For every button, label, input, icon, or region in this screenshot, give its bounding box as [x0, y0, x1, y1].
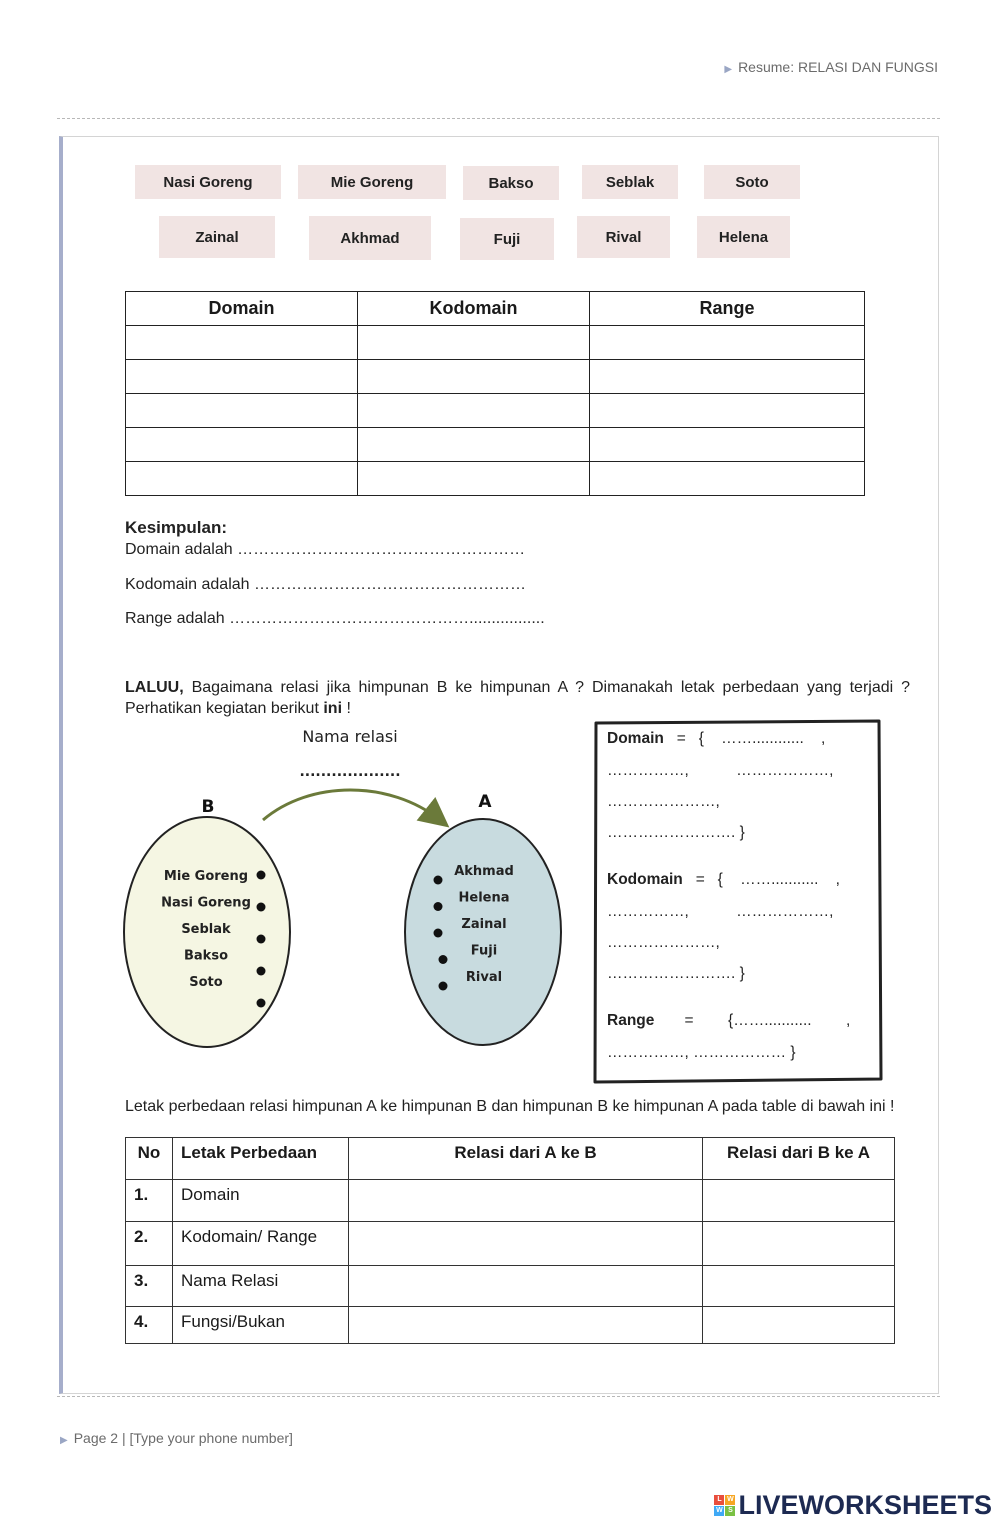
answer-cell[interactable]	[703, 1307, 895, 1344]
laluu-bold-end: ini	[323, 700, 343, 717]
drop-cell[interactable]	[590, 428, 865, 462]
chip-food[interactable]: Soto	[704, 165, 800, 199]
box-domain-line2: ……………, ………………,	[607, 762, 834, 779]
triangle-bullet-icon: ▶	[60, 1435, 68, 1446]
set-b-point[interactable]	[257, 999, 266, 1008]
letak-instruction: Letak perbedaan relasi himpunan A ke himpunan B dan himpunan B ke himpunan A pada table di bawah ini !	[125, 1098, 895, 1115]
box-domain-values: = { ……............ ,	[663, 730, 826, 747]
table-row	[126, 1307, 895, 1344]
footer-divider	[57, 1396, 940, 1397]
box-kodomain-label: Kodomain	[607, 871, 683, 888]
chip-food[interactable]: Nasi Goreng	[135, 165, 281, 199]
row-item: Nama Relasi	[173, 1266, 349, 1307]
row-item: Kodomain/ Range	[173, 1222, 349, 1266]
footer-text: Page 2 | [Type your phone number]	[73, 1430, 293, 1446]
drop-cell[interactable]	[358, 326, 590, 360]
chip-name[interactable]: Zainal	[159, 216, 275, 258]
drop-cell[interactable]	[358, 428, 590, 462]
set-a-point[interactable]	[439, 982, 448, 991]
triangle-bullet-icon: ▶	[724, 64, 733, 75]
set-b-item: Soto	[189, 975, 223, 990]
drop-cell[interactable]	[126, 360, 358, 394]
answer-cell[interactable]	[349, 1222, 703, 1266]
liveworksheets-logo	[714, 1490, 992, 1521]
page-footer	[60, 1430, 293, 1446]
drop-cell[interactable]	[358, 360, 590, 394]
kesimpulan-range: Range adalah ……………………………………….................	[125, 610, 545, 627]
set-a-item: Akhmad	[454, 864, 514, 879]
chip-name[interactable]: Fuji	[460, 218, 554, 260]
table-row	[126, 428, 865, 462]
set-b-point[interactable]	[257, 871, 266, 880]
table-header-letak: Letak Perbedaan	[173, 1138, 349, 1180]
drop-cell[interactable]	[590, 326, 865, 360]
answer-cell[interactable]	[703, 1180, 895, 1222]
row-number: 4.	[126, 1307, 173, 1344]
table-header-domain: Domain	[126, 292, 358, 326]
box-kodomain-line3: …………………,	[607, 934, 720, 951]
set-b-item: Mie Goreng	[163, 869, 249, 884]
box-kodomain-line4: ……………………. }	[607, 965, 745, 982]
drop-cell[interactable]	[126, 326, 358, 360]
set-a-item: Helena	[458, 890, 510, 906]
kesimpulan-title: Kesimpulan:	[125, 518, 228, 537]
table-row	[126, 462, 865, 496]
box-kodomain-values: = { ……........... ,	[682, 871, 840, 888]
logo-grid-icon: L W W S	[716, 1496, 734, 1514]
set-a-point[interactable]	[439, 955, 448, 964]
set-a-label: A	[478, 792, 492, 812]
table-header-b-ke-a: Relasi dari B ke A	[703, 1138, 895, 1180]
box-kodomain-line1	[607, 871, 840, 889]
answer-cell[interactable]	[349, 1180, 703, 1222]
answer-cell[interactable]	[703, 1266, 895, 1307]
laluu-text: Bagaimana relasi jika himpunan B ke himpunan A ? Dimanakah letak perbedaan yang terjadi ? Perhatikan kegiatan berikut	[125, 679, 910, 717]
box-domain-line1	[607, 730, 825, 748]
relation-arrow	[263, 790, 440, 820]
row-item: Domain	[173, 1180, 349, 1222]
box-range-label: Range	[607, 1012, 655, 1029]
set-b-item: Nasi Goreng	[161, 895, 251, 911]
logo-text: LIVEWORKSHEETS	[738, 1490, 992, 1520]
row-item: Fungsi/Bukan	[173, 1307, 349, 1344]
laluu-end: !	[342, 700, 351, 717]
drop-cell[interactable]	[358, 462, 590, 496]
chip-food[interactable]: Seblak	[582, 165, 678, 199]
table-row	[126, 326, 865, 360]
set-a-item: Zainal	[461, 917, 507, 932]
table-header-range: Range	[590, 292, 865, 326]
box-range-line1	[607, 1012, 850, 1030]
laluu-paragraph	[125, 677, 910, 719]
table-header-kodomain: Kodomain	[358, 292, 590, 326]
header-divider	[57, 118, 940, 119]
chip-name[interactable]: Akhmad	[309, 216, 431, 260]
drop-cell[interactable]	[590, 394, 865, 428]
answer-cell[interactable]	[349, 1307, 703, 1344]
kesimpulan-kodomain: Kodomain adalah ……………………………………………	[125, 576, 526, 593]
box-range-values: = {……........... ,	[654, 1012, 851, 1029]
set-b-point[interactable]	[257, 967, 266, 976]
drop-cell[interactable]	[590, 360, 865, 394]
table-row	[126, 1180, 895, 1222]
chip-name[interactable]: Helena	[697, 216, 790, 258]
table-row	[126, 1222, 895, 1266]
set-a-point[interactable]	[434, 876, 443, 885]
chip-name[interactable]: Rival	[577, 216, 670, 258]
box-kodomain-line2: ……………, ………………,	[607, 903, 834, 920]
relation-name-label: Nama relasi	[302, 727, 398, 746]
page-header	[724, 59, 938, 75]
header-title: Resume: RELASI DAN FUNGSI	[738, 59, 938, 75]
row-number: 3.	[126, 1266, 173, 1307]
set-a-point[interactable]	[434, 929, 443, 938]
drop-cell[interactable]	[126, 428, 358, 462]
drop-cell[interactable]	[126, 394, 358, 428]
domain-kodomain-range-table	[125, 291, 865, 496]
chip-food[interactable]: Bakso	[463, 166, 559, 200]
box-range-line2: ……………, ……………… }	[607, 1044, 796, 1061]
box-domain-label: Domain	[607, 730, 664, 747]
set-b-item: Bakso	[184, 948, 228, 964]
set-b-point[interactable]	[257, 935, 266, 944]
table-header-a-ke-b: Relasi dari A ke B	[349, 1138, 703, 1180]
set-a-point[interactable]	[434, 902, 443, 911]
perbedaan-table	[125, 1137, 895, 1344]
drop-cell[interactable]	[590, 462, 865, 496]
box-domain-line3: …………………,	[607, 793, 720, 810]
kesimpulan-domain: Domain adalah ………………………………………………	[125, 541, 526, 558]
set-b-point[interactable]	[257, 903, 266, 912]
relation-name-blank: ...................	[299, 764, 401, 780]
row-number: 2.	[126, 1222, 173, 1266]
table-header-no: No	[126, 1138, 173, 1180]
set-a-item: Rival	[465, 970, 503, 985]
row-number: 1.	[126, 1180, 173, 1222]
answer-cell[interactable]	[349, 1266, 703, 1307]
chip-food[interactable]: Mie Goreng	[298, 165, 446, 199]
laluu-bold: LALUU,	[125, 679, 184, 696]
answer-cell[interactable]	[703, 1222, 895, 1266]
drop-cell[interactable]	[126, 462, 358, 496]
set-a-item: Fuji	[470, 943, 498, 959]
drop-cell[interactable]	[358, 394, 590, 428]
set-a-ellipse	[405, 819, 561, 1045]
set-b-label: B	[201, 797, 215, 817]
set-b-item: Seblak	[181, 922, 231, 937]
box-domain-line4: ……………………. }	[607, 824, 745, 841]
table-row	[126, 1266, 895, 1307]
relation-diagram	[120, 720, 580, 1060]
table-row	[126, 394, 865, 428]
table-row	[126, 360, 865, 394]
